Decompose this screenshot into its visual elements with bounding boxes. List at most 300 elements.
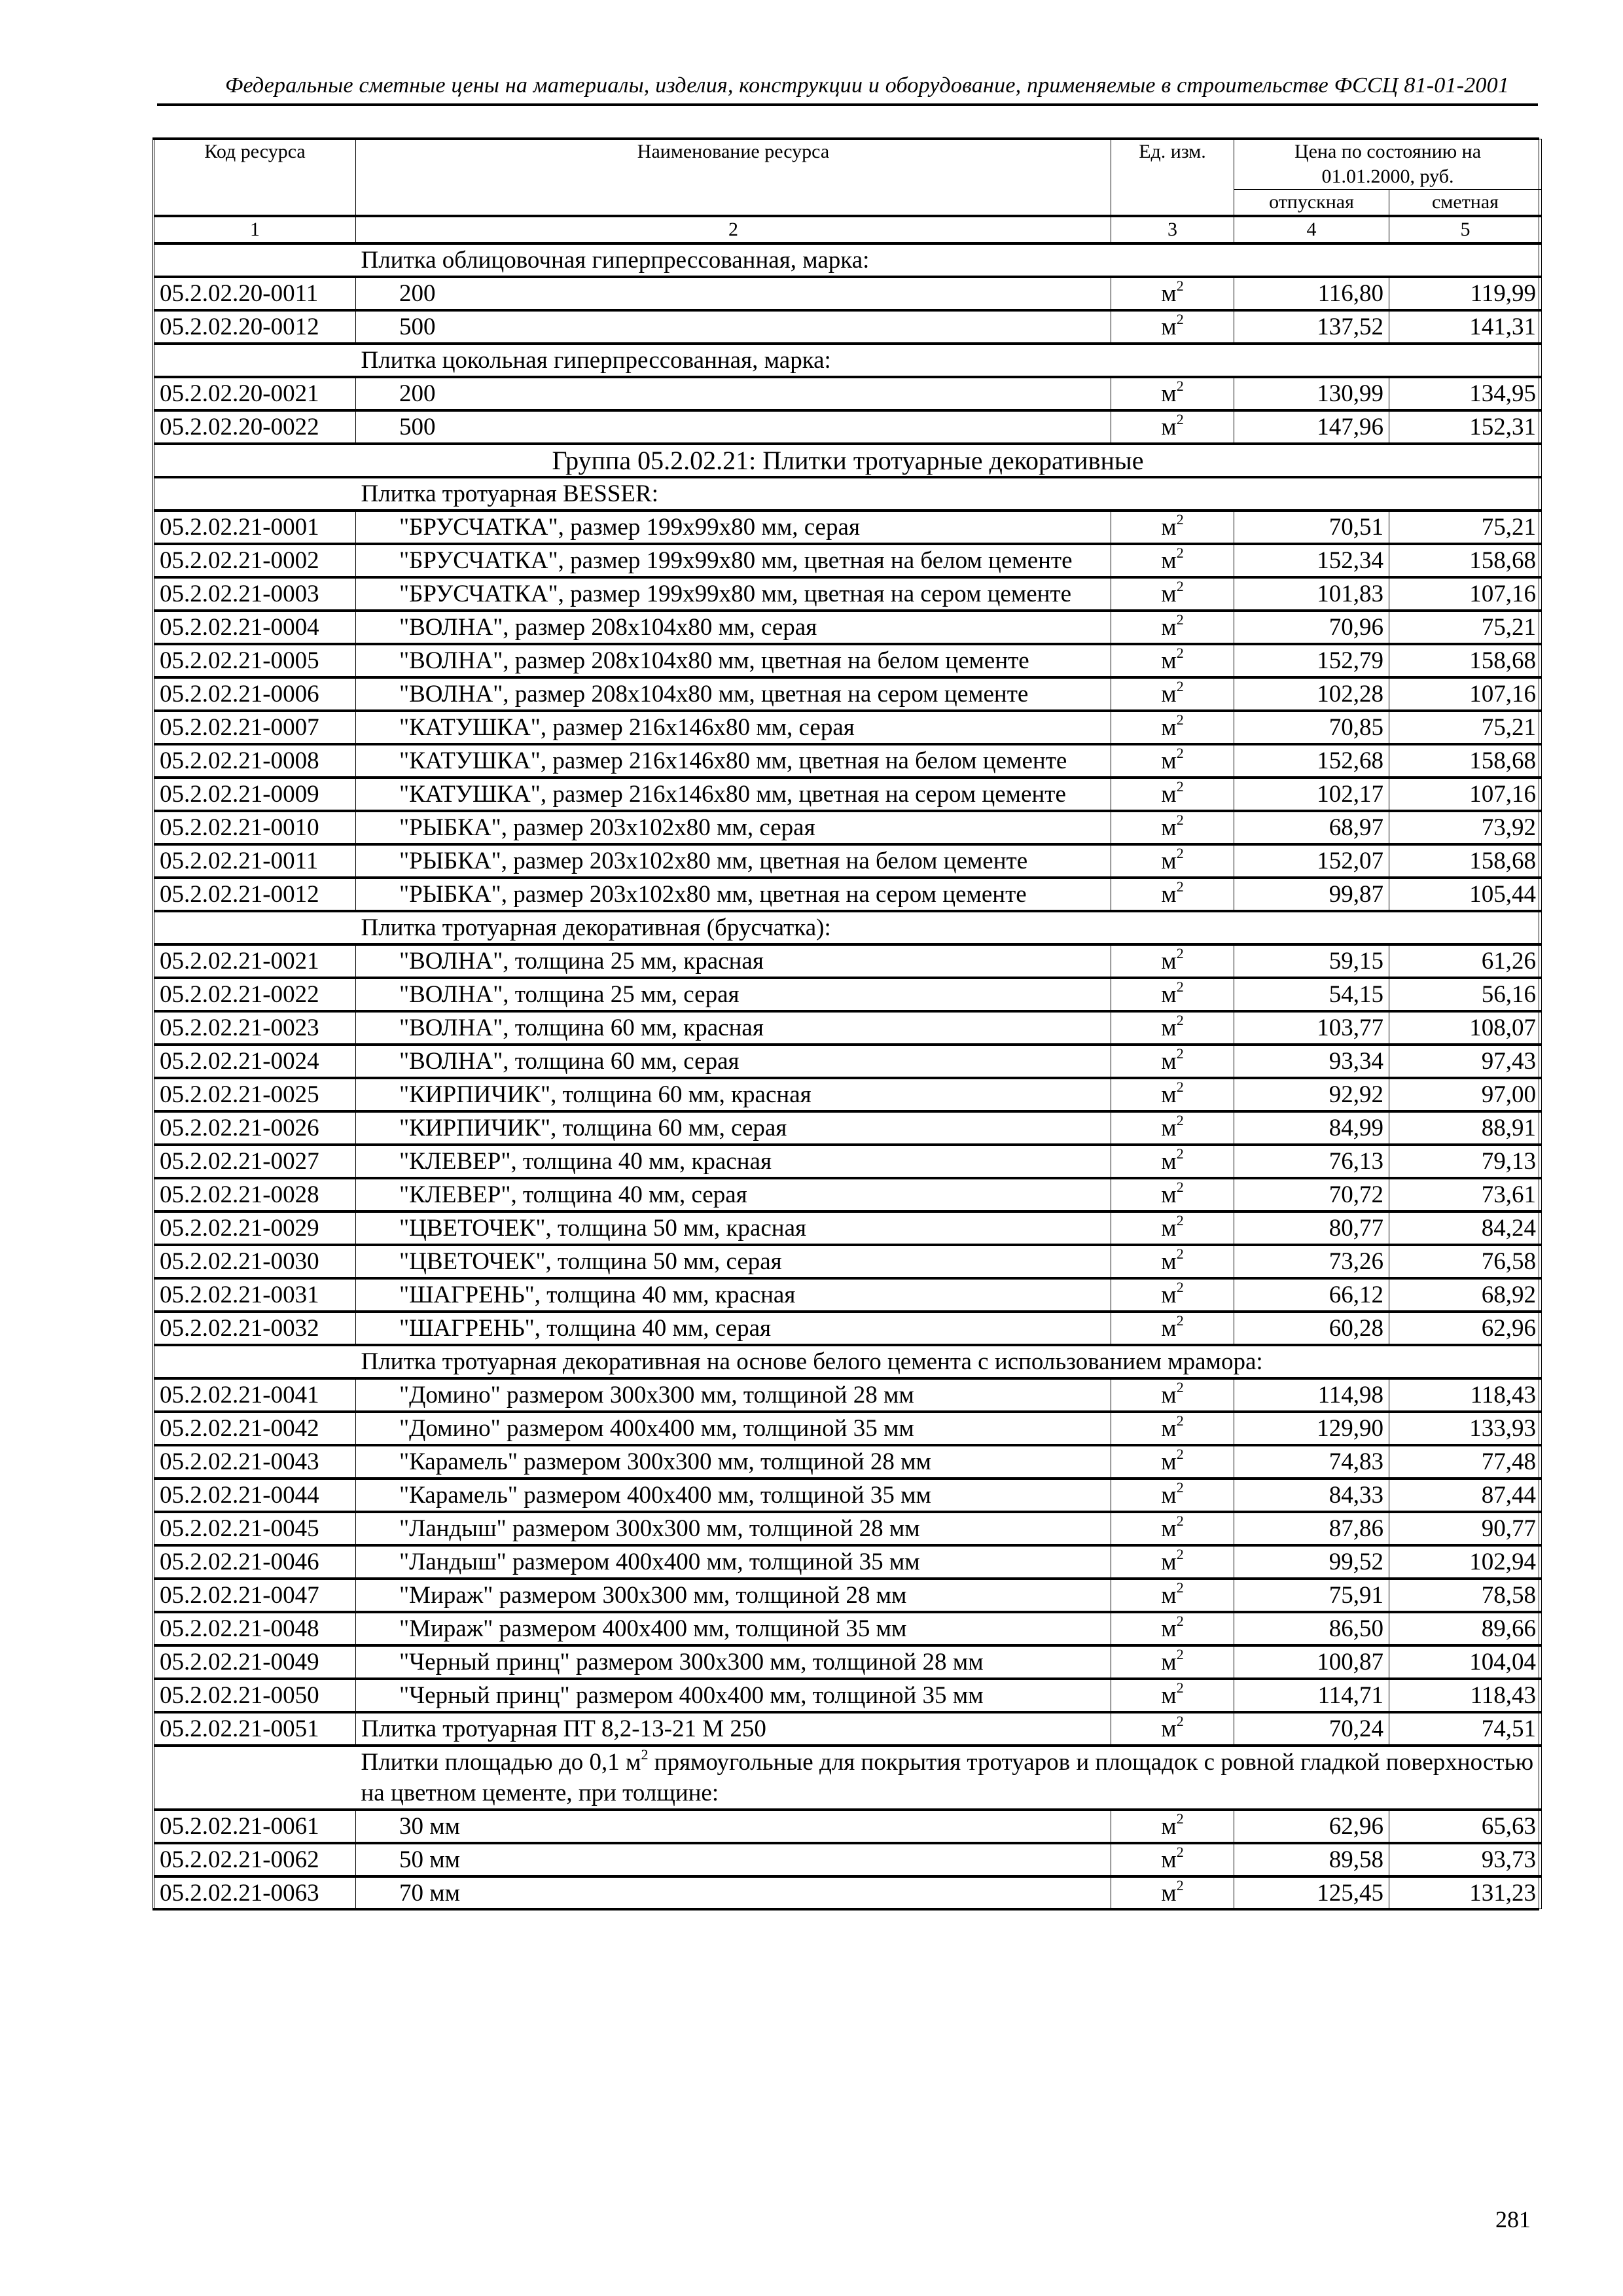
price-estimate: 88,91	[1389, 1111, 1542, 1145]
resource-name	[356, 844, 1111, 878]
unit-superscript: 2	[1176, 577, 1184, 594]
resource-code: 05.2.02.21-0007	[154, 711, 356, 744]
resource-name	[356, 1579, 1111, 1612]
resource-name	[356, 778, 1111, 811]
resource-name-text: "Карамель" размером 300x300 мм, толщиной 28 мм	[399, 1448, 931, 1475]
section-title-part: Плитки площадью до 0,1 м	[361, 1749, 641, 1776]
resource-name-text: "КИРПИЧИК", толщина 60 мм, серая	[399, 1115, 787, 1141]
price-release: 114,71	[1234, 1679, 1389, 1712]
price-release: 152,07	[1234, 844, 1389, 878]
price-release: 70,24	[1234, 1712, 1389, 1746]
price-release: 76,13	[1234, 1145, 1389, 1178]
resource-name-text: 30 мм	[399, 1813, 461, 1840]
resource-name	[356, 744, 1111, 778]
table-row	[154, 1512, 1542, 1545]
unit	[1111, 677, 1234, 711]
resource-name	[356, 1445, 1111, 1479]
price-release: 125,45	[1234, 1876, 1389, 1909]
unit-base: м	[1161, 848, 1177, 874]
price-release: 101,83	[1234, 577, 1389, 611]
resource-name-text: "ШАГРЕНЬ", толщина 40 мм, красная	[399, 1282, 796, 1308]
unit-base: м	[1161, 581, 1177, 607]
price-release: 66,12	[1234, 1278, 1389, 1312]
resource-code: 05.2.02.20-0021	[154, 377, 356, 410]
unit	[1111, 978, 1234, 1011]
resource-name	[356, 410, 1111, 444]
resource-name	[356, 544, 1111, 577]
superscript: 2	[641, 1746, 649, 1763]
resource-name-text: 50 мм	[399, 1846, 461, 1873]
resource-name-text: Плитка тротуарная ПТ 8,2-13-21 М 250	[361, 1715, 766, 1742]
price-estimate: 158,68	[1389, 644, 1542, 677]
resource-code: 05.2.02.21-0042	[154, 1412, 356, 1445]
group-title: Группа 05.2.02.21: Плитки тротуарные декоративные	[154, 444, 1542, 477]
resource-name	[356, 1245, 1111, 1278]
unit	[1111, 1245, 1234, 1278]
unit	[1111, 577, 1234, 611]
column-number: 5	[1389, 216, 1542, 243]
unit-base: м	[1161, 1682, 1177, 1709]
unit	[1111, 1843, 1234, 1876]
price-estimate: 134,95	[1389, 377, 1542, 410]
resource-name	[356, 1810, 1111, 1843]
table-row	[154, 978, 1542, 1011]
resource-name	[356, 1011, 1111, 1045]
section-spacer	[154, 1345, 356, 1378]
section-spacer	[154, 911, 356, 944]
table-row	[154, 844, 1542, 878]
resource-name	[356, 1078, 1111, 1111]
price-release: 102,28	[1234, 677, 1389, 711]
unit-base: м	[1161, 1880, 1177, 1907]
resource-code: 05.2.02.21-0044	[154, 1479, 356, 1512]
resource-name	[356, 1312, 1111, 1345]
resource-name	[356, 377, 1111, 410]
unit-superscript: 2	[1176, 677, 1184, 694]
resource-name	[356, 1111, 1111, 1145]
table-row	[154, 1645, 1542, 1679]
table-row	[154, 1579, 1542, 1612]
resource-code: 05.2.02.21-0025	[154, 1078, 356, 1111]
unit	[1111, 1579, 1234, 1612]
unit-base: м	[1161, 1115, 1177, 1141]
table-row	[154, 744, 1542, 778]
resource-name-text: "Карамель" размером 400x400 мм, толщиной 35 мм	[399, 1482, 931, 1509]
price-release: 60,28	[1234, 1312, 1389, 1345]
resource-code: 05.2.02.21-0024	[154, 1045, 356, 1078]
price-estimate: 107,16	[1389, 677, 1542, 711]
unit-base: м	[1161, 1081, 1177, 1108]
resource-name	[356, 1211, 1111, 1245]
table-row	[154, 1378, 1542, 1412]
unit-base: м	[1161, 981, 1177, 1008]
resource-code: 05.2.02.21-0063	[154, 1876, 356, 1909]
unit-superscript: 2	[1176, 811, 1184, 828]
section-heading-row	[154, 477, 1542, 511]
price-release: 59,15	[1234, 944, 1389, 978]
unit-superscript: 2	[1176, 310, 1184, 327]
resource-name-text: "ВОЛНА", размер 208x104x80 мм, цветная на белом цементе	[399, 647, 1029, 674]
page-number: 281	[1495, 2206, 1531, 2233]
unit-base: м	[1161, 881, 1177, 908]
unit-base: м	[1161, 1582, 1177, 1609]
table-row	[154, 1078, 1542, 1111]
resource-name-text: "Ландыш" размером 400x400 мм, толщиной 35 мм	[399, 1549, 920, 1575]
table-row	[154, 277, 1542, 310]
unit-base: м	[1161, 714, 1177, 741]
resource-name	[356, 1712, 1111, 1746]
resource-name-text: 70 мм	[399, 1880, 461, 1907]
resource-code: 05.2.02.20-0022	[154, 410, 356, 444]
price-estimate: 105,44	[1389, 878, 1542, 911]
unit-superscript: 2	[1176, 1145, 1184, 1162]
price-estimate: 133,93	[1389, 1412, 1542, 1445]
table-body	[154, 216, 1542, 1909]
unit-superscript: 2	[1176, 1545, 1184, 1562]
unit	[1111, 1378, 1234, 1412]
price-release: 103,77	[1234, 1011, 1389, 1045]
table-row	[154, 511, 1542, 544]
section-spacer	[154, 243, 356, 277]
section-heading-row	[154, 1746, 1542, 1810]
table-row	[154, 677, 1542, 711]
unit	[1111, 277, 1234, 310]
unit-superscript: 2	[1176, 878, 1184, 895]
table-row	[154, 1412, 1542, 1445]
price-release: 70,96	[1234, 611, 1389, 644]
unit-superscript: 2	[1176, 377, 1184, 394]
price-estimate: 93,73	[1389, 1843, 1542, 1876]
column-number: 2	[356, 216, 1111, 243]
resource-code: 05.2.02.21-0062	[154, 1843, 356, 1876]
unit	[1111, 310, 1234, 344]
price-release: 129,90	[1234, 1412, 1389, 1445]
unit-superscript: 2	[1176, 511, 1184, 528]
resource-name-text: "КАТУШКА", размер 216x146x80 мм, цветная на белом цементе	[399, 747, 1067, 774]
unit	[1111, 1679, 1234, 1712]
table-row	[154, 1876, 1542, 1909]
price-estimate: 56,16	[1389, 978, 1542, 1011]
price-release: 89,58	[1234, 1843, 1389, 1876]
resource-name	[356, 978, 1111, 1011]
price-release: 152,68	[1234, 744, 1389, 778]
unit-superscript: 2	[1176, 1111, 1184, 1128]
resource-name-text: 500	[399, 414, 436, 440]
resource-code: 05.2.02.21-0061	[154, 1810, 356, 1843]
table-row	[154, 878, 1542, 911]
unit-base: м	[1161, 1248, 1177, 1275]
unit-superscript: 2	[1176, 944, 1184, 961]
price-estimate: 62,96	[1389, 1312, 1542, 1345]
header-price-group: Цена по состоянию на 01.01.2000, руб.	[1234, 139, 1542, 190]
resource-code: 05.2.02.21-0048	[154, 1612, 356, 1645]
unit-base: м	[1161, 1715, 1177, 1742]
table-row	[154, 1211, 1542, 1245]
unit-base: м	[1161, 1014, 1177, 1041]
table-row	[154, 1612, 1542, 1645]
unit-base: м	[1161, 1148, 1177, 1175]
resource-name	[356, 644, 1111, 677]
resource-name-text: "КЛЕВЕР", толщина 40 мм, красная	[399, 1148, 772, 1175]
unit-base: м	[1161, 414, 1177, 440]
resource-name	[356, 811, 1111, 844]
resource-name	[356, 1876, 1111, 1909]
unit	[1111, 1145, 1234, 1178]
unit-superscript: 2	[1176, 1245, 1184, 1262]
unit-superscript: 2	[1176, 1612, 1184, 1629]
resource-name-text: "БРУСЧАТКА", размер 199x99x80 мм, цветная на белом цементе	[399, 547, 1073, 574]
unit	[1111, 1445, 1234, 1479]
section-spacer	[154, 477, 356, 511]
section-heading-row	[154, 243, 1542, 277]
unit	[1111, 1412, 1234, 1445]
price-estimate: 84,24	[1389, 1211, 1542, 1245]
header-price-release: отпускная	[1234, 190, 1389, 217]
resource-code: 05.2.02.21-0023	[154, 1011, 356, 1045]
price-release: 93,34	[1234, 1045, 1389, 1078]
resource-name-text: "Ландыш" размером 300x300 мм, толщиной 28 мм	[399, 1515, 920, 1542]
unit-superscript: 2	[1176, 1579, 1184, 1596]
unit	[1111, 410, 1234, 444]
price-estimate: 79,13	[1389, 1145, 1542, 1178]
header-unit: Ед. изм.	[1111, 139, 1234, 217]
price-estimate: 107,16	[1389, 778, 1542, 811]
unit	[1111, 377, 1234, 410]
header-code: Код ресурса	[154, 139, 356, 217]
price-estimate: 61,26	[1389, 944, 1542, 978]
resource-code: 05.2.02.21-0043	[154, 1445, 356, 1479]
unit-base: м	[1161, 280, 1177, 307]
table-row	[154, 1843, 1542, 1876]
resource-name-text: "Мираж" размером 400x400 мм, толщиной 35 мм	[399, 1615, 907, 1642]
unit-superscript: 2	[1176, 1045, 1184, 1062]
unit	[1111, 1211, 1234, 1245]
resource-name-text: "ВОЛНА", толщина 25 мм, серая	[399, 981, 740, 1008]
unit-superscript: 2	[1176, 1843, 1184, 1860]
table-row	[154, 1712, 1542, 1746]
section-title-part: прямоугольные для покрытия тротуаров и площадок с ровной гладкой поверхностью на цветном цементе, при толщине:	[361, 1749, 1534, 1806]
resource-code: 05.2.02.21-0012	[154, 878, 356, 911]
unit	[1111, 1078, 1234, 1111]
resource-code: 05.2.02.21-0004	[154, 611, 356, 644]
price-estimate: 158,68	[1389, 544, 1542, 577]
price-estimate: 78,58	[1389, 1579, 1542, 1612]
resource-name	[356, 711, 1111, 744]
unit-superscript: 2	[1176, 1011, 1184, 1028]
unit-superscript: 2	[1176, 1412, 1184, 1429]
table-row	[154, 1178, 1542, 1211]
resource-name	[356, 511, 1111, 544]
unit-base: м	[1161, 1415, 1177, 1442]
unit-base: м	[1161, 647, 1177, 674]
unit	[1111, 511, 1234, 544]
unit-base: м	[1161, 781, 1177, 808]
resource-name-text: "Домино" размером 300x300 мм, толщиной 28 мм	[399, 1382, 914, 1408]
resource-code: 05.2.02.21-0051	[154, 1712, 356, 1746]
unit-superscript: 2	[1176, 277, 1184, 294]
price-estimate: 87,44	[1389, 1479, 1542, 1512]
resource-name-text: 200	[399, 280, 436, 307]
table-row	[154, 1011, 1542, 1045]
price-estimate: 75,21	[1389, 511, 1542, 544]
unit-base: м	[1161, 314, 1177, 340]
price-estimate: 73,61	[1389, 1178, 1542, 1211]
resource-name-text: "ВОЛНА", толщина 25 мм, красная	[399, 948, 764, 975]
unit-base: м	[1161, 747, 1177, 774]
resource-name-text: "ВОЛНА", размер 208x104x80 мм, серая	[399, 614, 817, 641]
unit-base: м	[1161, 1315, 1177, 1342]
unit-superscript: 2	[1176, 611, 1184, 628]
unit-base: м	[1161, 1448, 1177, 1475]
price-release: 54,15	[1234, 978, 1389, 1011]
section-title: Плитка цокольная гиперпрессованная, марка:	[356, 344, 1542, 377]
resource-name	[356, 1512, 1111, 1545]
unit-superscript: 2	[1176, 844, 1184, 861]
unit	[1111, 944, 1234, 978]
price-release: 99,87	[1234, 878, 1389, 911]
unit	[1111, 1479, 1234, 1512]
unit	[1111, 1712, 1234, 1746]
price-release: 137,52	[1234, 310, 1389, 344]
unit	[1111, 1278, 1234, 1312]
table-row	[154, 1278, 1542, 1312]
price-estimate: 97,00	[1389, 1078, 1542, 1111]
resource-code: 05.2.02.21-0041	[154, 1378, 356, 1412]
resource-name	[356, 878, 1111, 911]
resource-code: 05.2.02.21-0026	[154, 1111, 356, 1145]
table-row	[154, 711, 1542, 744]
unit-base: м	[1161, 614, 1177, 641]
price-estimate: 68,92	[1389, 1278, 1542, 1312]
resource-name-text: "ВОЛНА", толщина 60 мм, красная	[399, 1014, 764, 1041]
unit-superscript: 2	[1176, 1712, 1184, 1729]
price-estimate: 65,63	[1389, 1810, 1542, 1843]
price-release: 99,52	[1234, 1545, 1389, 1579]
table-row	[154, 644, 1542, 677]
price-estimate: 118,43	[1389, 1679, 1542, 1712]
unit-base: м	[1161, 1515, 1177, 1542]
unit-superscript: 2	[1176, 1876, 1184, 1893]
price-release: 70,85	[1234, 711, 1389, 744]
price-estimate: 97,43	[1389, 1045, 1542, 1078]
resource-name	[356, 1545, 1111, 1579]
price-release: 80,77	[1234, 1211, 1389, 1245]
resource-code: 05.2.02.21-0047	[154, 1579, 356, 1612]
resource-code: 05.2.02.21-0045	[154, 1512, 356, 1545]
resource-name-text: "Мираж" размером 300x300 мм, толщиной 28 мм	[399, 1582, 907, 1609]
table-row	[154, 1810, 1542, 1843]
resource-code: 05.2.02.21-0030	[154, 1245, 356, 1278]
unit-base: м	[1161, 814, 1177, 841]
table-row	[154, 1111, 1542, 1145]
unit-base: м	[1161, 1482, 1177, 1509]
section-title: Плитка тротуарная BESSER:	[356, 477, 1542, 511]
resource-code: 05.2.02.21-0049	[154, 1645, 356, 1679]
unit	[1111, 611, 1234, 644]
unit-base: м	[1161, 1215, 1177, 1242]
column-number: 1	[154, 216, 356, 243]
price-release: 73,26	[1234, 1245, 1389, 1278]
unit	[1111, 1645, 1234, 1679]
unit-superscript: 2	[1176, 544, 1184, 561]
unit-superscript: 2	[1176, 744, 1184, 761]
price-estimate: 104,04	[1389, 1645, 1542, 1679]
section-heading-row	[154, 344, 1542, 377]
resource-code: 05.2.02.21-0029	[154, 1211, 356, 1245]
price-release: 86,50	[1234, 1612, 1389, 1645]
resource-code: 05.2.02.21-0002	[154, 544, 356, 577]
resource-name-text: "РЫБКА", размер 203x102x80 мм, цветная на сером цементе	[399, 881, 1027, 908]
resource-name-text: "КЛЕВЕР", толщина 40 мм, серая	[399, 1181, 747, 1208]
unit-base: м	[1161, 1382, 1177, 1408]
unit	[1111, 1178, 1234, 1211]
resource-name	[356, 310, 1111, 344]
table-row	[154, 377, 1542, 410]
unit	[1111, 1512, 1234, 1545]
price-release: 147,96	[1234, 410, 1389, 444]
unit	[1111, 1312, 1234, 1345]
table-row	[154, 778, 1542, 811]
resource-code: 05.2.02.21-0022	[154, 978, 356, 1011]
resource-name	[356, 1645, 1111, 1679]
resource-code: 05.2.02.21-0006	[154, 677, 356, 711]
unit-base: м	[1161, 1181, 1177, 1208]
unit-superscript: 2	[1176, 1211, 1184, 1229]
unit-superscript: 2	[1176, 410, 1184, 427]
resource-name-text: "ШАГРЕНЬ", толщина 40 мм, серая	[399, 1315, 772, 1342]
unit-superscript: 2	[1176, 1479, 1184, 1496]
resource-code: 05.2.02.21-0011	[154, 844, 356, 878]
price-table	[154, 139, 1542, 1909]
unit	[1111, 1810, 1234, 1843]
unit-base: м	[1161, 1549, 1177, 1575]
unit-superscript: 2	[1176, 978, 1184, 995]
resource-name-text: "БРУСЧАТКА", размер 199x99x80 мм, серая	[399, 514, 860, 541]
price-release: 87,86	[1234, 1512, 1389, 1545]
resource-name	[356, 1679, 1111, 1712]
price-estimate: 119,99	[1389, 277, 1542, 310]
table-header	[154, 139, 1542, 217]
price-estimate: 75,21	[1389, 611, 1542, 644]
header-name: Наименование ресурса	[356, 139, 1111, 217]
table-row	[154, 410, 1542, 444]
section-title	[356, 1746, 1542, 1810]
running-head: Федеральные сметные цены на материалы, изделия, конструкции и оборудование, применяемые в строительстве ФССЦ 81-01-2001	[224, 73, 1510, 98]
resource-code: 05.2.02.21-0003	[154, 577, 356, 611]
price-estimate: 76,58	[1389, 1245, 1542, 1278]
resource-code: 05.2.02.20-0011	[154, 277, 356, 310]
unit-base: м	[1161, 547, 1177, 574]
unit-base: м	[1161, 514, 1177, 541]
resource-name	[356, 1045, 1111, 1078]
table-row	[154, 944, 1542, 978]
price-estimate: 152,31	[1389, 410, 1542, 444]
unit-superscript: 2	[1176, 1512, 1184, 1529]
unit	[1111, 811, 1234, 844]
resource-name	[356, 1843, 1111, 1876]
resource-code: 05.2.02.21-0031	[154, 1278, 356, 1312]
unit	[1111, 844, 1234, 878]
price-estimate: 158,68	[1389, 744, 1542, 778]
unit-base: м	[1161, 1813, 1177, 1840]
section-title: Плитка тротуарная декоративная на основе белого цемента с использованием мрамора:	[356, 1345, 1542, 1378]
unit-superscript: 2	[1176, 711, 1184, 728]
price-estimate: 89,66	[1389, 1612, 1542, 1645]
resource-name-text: "ВОЛНА", толщина 60 мм, серая	[399, 1048, 740, 1075]
resource-name	[356, 577, 1111, 611]
price-release: 152,79	[1234, 644, 1389, 677]
table-row	[154, 1679, 1542, 1712]
